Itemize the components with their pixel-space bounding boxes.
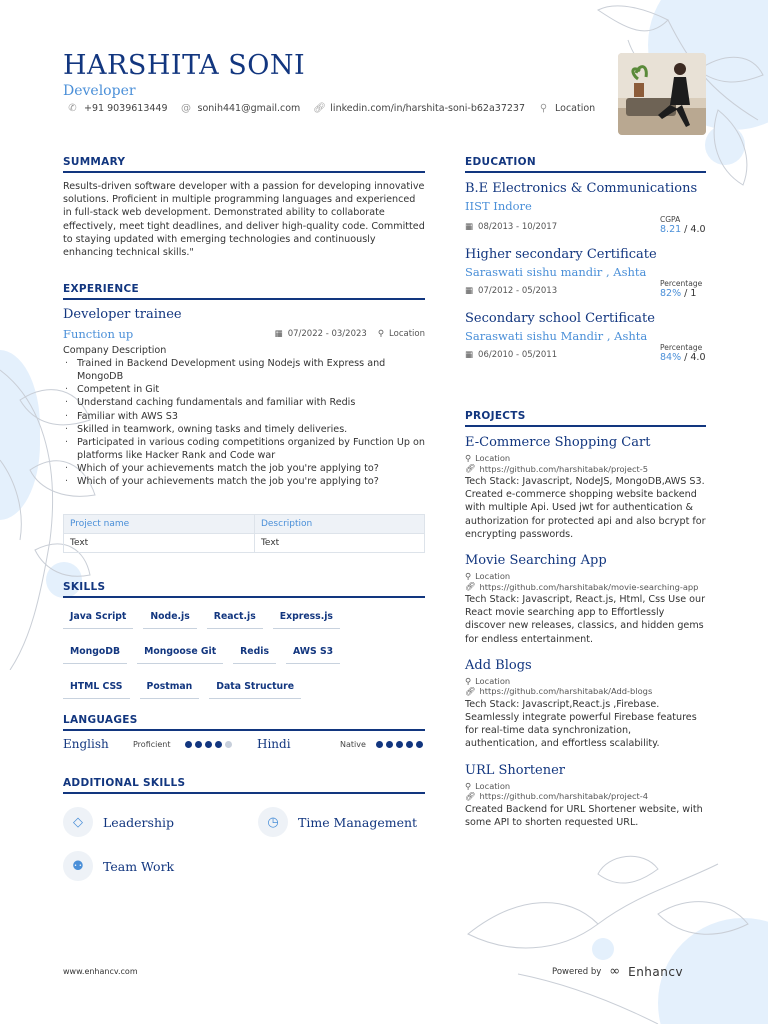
- footer-powered-by[interactable]: [552, 964, 683, 979]
- experience-section: [63, 283, 425, 553]
- project-name: URL Shortener: [465, 762, 566, 778]
- table-cell: Text: [254, 534, 424, 553]
- footer-site-link[interactable]: www.enhancv.com: [63, 967, 138, 976]
- rating-dot: [376, 741, 383, 748]
- skills-section: [63, 581, 425, 711]
- education-degree: Higher secondary Certificate: [465, 247, 657, 262]
- skill-tag: Data Structure: [209, 676, 301, 699]
- company-description: Company Description: [63, 345, 167, 356]
- link-icon: 🔗︎: [465, 581, 476, 592]
- education-item: [465, 181, 706, 235]
- education-item: [465, 311, 706, 363]
- additional-skills-row-1: [63, 807, 425, 837]
- rating-dot: [215, 741, 222, 748]
- education-section: [465, 156, 706, 363]
- education-score-number: 84%: [660, 352, 682, 363]
- link-icon: 🔗︎: [465, 463, 476, 473]
- phone-text: +91 9039613449: [84, 103, 168, 114]
- location-pin-icon: ⚲: [465, 780, 472, 791]
- education-dates-wrap: [465, 286, 557, 296]
- education-score: [660, 215, 706, 235]
- decor-leaves-bottom-right: [458, 854, 768, 1024]
- list-item: · Which of your achievements match the job you're applying to?: [63, 462, 425, 475]
- location-pin-icon: ⚲: [465, 675, 472, 686]
- education-dates: 08/2013 - 10/2017: [478, 222, 558, 232]
- skill-tag: Redis: [233, 641, 276, 664]
- location-text: Location: [555, 103, 596, 114]
- project-item: [465, 763, 706, 829]
- powered-by-label: Powered by: [552, 966, 602, 977]
- skill-tag: Java Script: [63, 606, 133, 629]
- location-pin-icon: ⚲: [465, 453, 472, 463]
- table-header-project: Project name: [64, 515, 255, 534]
- education-score-max: 4.0: [690, 352, 706, 363]
- contact-email[interactable]: [181, 103, 301, 114]
- contact-phone[interactable]: [67, 103, 168, 114]
- summary-text: Results-driven software developer with a passion for developing innovative solutions. Proficient in multiple programming languages and experienced in full-stack web development. Demonstrated ability to collaborate effectively, meet tight deadlines, and deliver high-quality code. Committed to staying updated with emerging technologies and continuously enhancing technical skills.": [63, 181, 425, 259]
- education-score-label: Percentage: [660, 279, 703, 288]
- list-item: · Which of your achievements match the job you're applying to?: [63, 475, 425, 488]
- calendar-icon: ▦: [465, 222, 474, 232]
- languages-row: [63, 737, 425, 751]
- skill-tag: AWS S3: [286, 641, 340, 664]
- additional-skill-item: [258, 807, 417, 837]
- skill-tag: HTML CSS: [63, 676, 130, 699]
- rating-dot: [396, 741, 403, 748]
- language-rating: [376, 741, 423, 748]
- clock-icon: ◷: [258, 807, 288, 837]
- projects-section: [465, 410, 706, 829]
- education-score-max: 1: [690, 288, 697, 299]
- candidate-name: HARSHITA SONI: [63, 50, 306, 81]
- summary-title: SUMMARY: [63, 156, 425, 173]
- additional-skill-label: Time Management: [298, 814, 418, 830]
- language-rating: [185, 741, 257, 748]
- additional-skill-label: Leadership: [103, 814, 174, 830]
- additional-skill-label: Team Work: [103, 858, 175, 874]
- project-location: Location: [475, 780, 511, 791]
- link-icon: 🔗︎: [465, 685, 476, 696]
- brand-name: Enhancv: [628, 964, 684, 979]
- list-item: · Participated in various coding competitions organized by Function Up on platforms like Hacker Rank and Code war: [63, 436, 425, 462]
- experience-bullets: [63, 357, 425, 488]
- project-description: Tech Stack: Javascript,React.js ,Firebase. Seamlessly integrate powerful Firebase features for real-time data synchronization, authentication, and effortless scalability.: [465, 698, 697, 750]
- languages-section: [63, 714, 425, 751]
- experience-title: EXPERIENCE: [63, 283, 425, 300]
- project-link-row[interactable]: [465, 463, 706, 474]
- project-location: Location: [475, 453, 511, 463]
- calendar-icon: ▦: [274, 329, 283, 339]
- project-item: [465, 553, 706, 646]
- education-score-label: Percentage: [660, 343, 703, 352]
- rating-dot: [195, 741, 202, 748]
- additional-skill-item: [63, 851, 174, 881]
- education-dates-wrap: [465, 222, 557, 232]
- list-item: · Familiar with AWS S3: [63, 410, 425, 423]
- project-link[interactable]: https://github.com/harshitabak/Add-blogs: [479, 686, 653, 697]
- education-score-number: 8.21: [660, 224, 682, 235]
- education-degree: Secondary school Certificate: [465, 311, 655, 326]
- summary-section: [63, 156, 425, 259]
- education-school: Saraswati sishu Mandir , Ashta: [465, 329, 648, 343]
- project-description: Created Backend for URL Shortener website, with some API to shorten requested URL.: [465, 803, 703, 828]
- additional-skill-item: [63, 807, 258, 837]
- project-description: Tech Stack: Javascript, React.js, Html, Css Use our React movie searching app to Effortlessly discover new releases, classics, and hidden gems for endless entertainment.: [465, 594, 706, 645]
- project-location-row: [465, 453, 706, 463]
- location-pin-icon: ⚲: [465, 571, 472, 582]
- table-header-row: [64, 515, 425, 534]
- rating-dot: [205, 741, 212, 748]
- job-meta: [275, 329, 425, 339]
- rating-dot: [386, 741, 393, 748]
- projects-title: PROJECTS: [465, 410, 706, 427]
- education-score-value: 84% / 4.0: [660, 352, 706, 363]
- table-row: [64, 534, 425, 553]
- job-company: Function up: [63, 327, 134, 341]
- project-name: Movie Searching App: [465, 553, 607, 569]
- team-icon: ⚉: [63, 851, 93, 881]
- list-item: · Trained in Backend Development using Nodejs with Express and MongoDB: [63, 357, 425, 383]
- job-dates: 07/2022 - 03/2023: [287, 329, 367, 339]
- education-score: [660, 279, 706, 299]
- education-score-label: CGPA: [660, 215, 681, 224]
- education-dates: 06/2010 - 05/2011: [478, 350, 558, 360]
- education-item: [465, 247, 706, 299]
- calendar-icon: ▦: [465, 286, 474, 296]
- education-meta-row: [465, 279, 706, 299]
- education-degree: B.E Electronics & Communications: [465, 181, 698, 196]
- email-text: sonih441@gmail.com: [197, 103, 301, 114]
- project-link[interactable]: https://github.com/harshitabak/project-4: [479, 791, 649, 802]
- project-table: [63, 514, 425, 553]
- project-location: Location: [475, 675, 511, 686]
- rating-dot: [406, 741, 413, 748]
- rating-dot: [225, 741, 232, 748]
- education-score: [660, 343, 706, 363]
- project-link[interactable]: https://github.com/harshitabak/movie-searching-app: [479, 581, 699, 592]
- list-item: · Competent in Git: [63, 383, 425, 396]
- list-item: · Skilled in teamwork, owning tasks and timely deliveries.: [63, 423, 425, 436]
- education-score-number: 82%: [660, 288, 682, 299]
- skill-tag: Postman: [140, 676, 200, 699]
- project-link-row[interactable]: [465, 791, 706, 802]
- list-item: · Understand caching fundamentals and familiar with Redis: [63, 396, 425, 409]
- location-pin-icon: ⚲: [377, 329, 385, 339]
- education-title: EDUCATION: [465, 156, 706, 173]
- education-score-value: 82% / 1: [660, 288, 697, 299]
- job-company-row: [63, 327, 425, 341]
- education-meta-row: [465, 343, 706, 363]
- rating-dot: [185, 741, 192, 748]
- education-meta-row: [465, 215, 706, 235]
- skills-title: SKILLS: [63, 581, 425, 598]
- rating-dot: [416, 741, 423, 748]
- job-title: Developer trainee: [63, 307, 182, 322]
- contact-bar: [67, 103, 595, 114]
- education-dates-wrap: [465, 350, 557, 360]
- education-school: IIST Indore: [465, 199, 532, 213]
- education-dates: 07/2012 - 05/2013: [478, 286, 558, 296]
- table-header-description: Description: [254, 515, 424, 534]
- project-link-row[interactable]: [465, 686, 706, 697]
- project-item: [465, 435, 706, 541]
- education-score-max: 4.0: [690, 224, 706, 235]
- linkedin-text: linkedin.com/in/harshita-soni-b62a37237: [330, 103, 526, 114]
- education-school: Saraswati sishu mandir , Ashta: [465, 265, 647, 279]
- skills-list: [63, 606, 393, 711]
- skill-tag: React.js: [207, 606, 263, 629]
- project-link[interactable]: https://github.com/harshitabak/project-5: [479, 463, 649, 474]
- contact-linkedin[interactable]: [313, 103, 525, 114]
- project-description: Tech Stack: Javascript, NodeJS, MongoDB,AWS S3. Created e-commerce shopping website backend with multiple Api. Used jwt for authentication & authorization for protected api and also bcrypt for encrypting passwords.: [465, 476, 706, 540]
- candidate-role: Developer: [63, 83, 136, 99]
- phone-icon: ✆: [68, 103, 77, 114]
- project-location-row: [465, 676, 706, 686]
- language-level: Native: [340, 739, 366, 749]
- language-name: English: [63, 737, 109, 751]
- project-name: E-Commerce Shopping Cart: [465, 435, 651, 450]
- job-location: Location: [389, 329, 425, 339]
- skill-tag: Mongoose Git: [137, 641, 223, 664]
- project-location-row: [465, 571, 706, 581]
- diamond-icon: ◇: [63, 807, 93, 837]
- project-location-row: [465, 781, 706, 791]
- contact-location: [538, 103, 595, 114]
- project-link-row[interactable]: [465, 581, 706, 592]
- at-icon: @: [181, 103, 192, 114]
- enhancv-logo-icon: ∞: [609, 964, 621, 979]
- additional-skills-row-2: [63, 851, 425, 881]
- project-item: [465, 658, 706, 751]
- profile-photo: [618, 53, 706, 135]
- link-icon: 🔗︎: [465, 790, 476, 801]
- language-level: Proficient: [133, 739, 171, 749]
- language-name: Hindi: [257, 737, 291, 751]
- skill-tag: Node.js: [143, 606, 196, 629]
- link-icon: 🔗︎: [313, 103, 326, 114]
- project-name: Add Blogs: [465, 657, 532, 673]
- location-pin-icon: ⚲: [539, 103, 548, 114]
- education-score-value: 8.21 / 4.0: [660, 224, 706, 235]
- table-cell: Text: [64, 534, 255, 553]
- additional-skills-section: [63, 777, 425, 881]
- additional-skills-title: ADDITIONAL SKILLS: [63, 777, 425, 794]
- calendar-icon: ▦: [465, 350, 474, 360]
- skill-tag: MongoDB: [63, 641, 127, 664]
- project-location: Location: [475, 571, 511, 582]
- profile-photo-image: [618, 53, 706, 135]
- skill-tag: Express.js: [273, 606, 340, 629]
- languages-title: LANGUAGES: [63, 714, 425, 731]
